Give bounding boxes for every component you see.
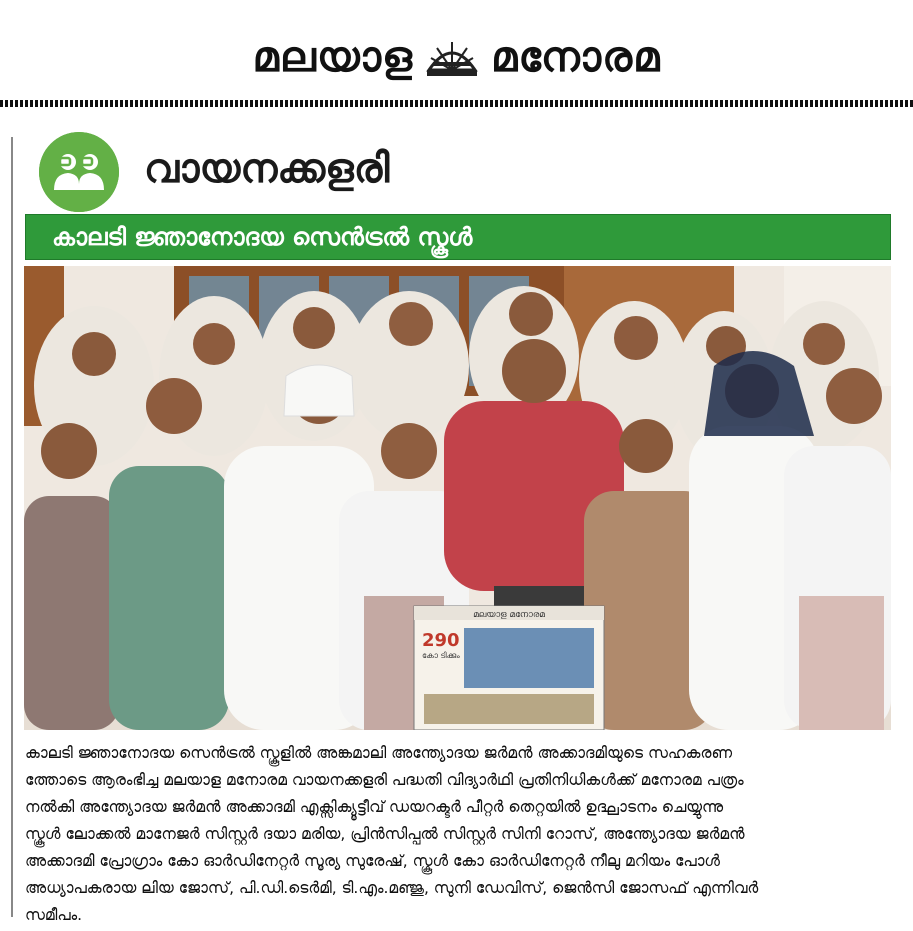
manorama-emblem-icon xyxy=(423,34,481,80)
section-title: വായനക്കളരി xyxy=(144,146,390,192)
group-photo xyxy=(24,266,891,730)
masthead-left-word: മലയാള xyxy=(252,32,413,81)
masthead-right-word: മനോരമ xyxy=(490,32,661,81)
column-rule xyxy=(11,137,13,917)
caption-text: കാലടി ജ്ഞാനോദയ സെൻട്രൽ സ്കൂളിൽ അങ്കമാലി അന്ത്യോദയ ജർമൻ അക്കാദമിയുടെ സഹകരണ ത്തോടെ ആരംഭിച്ച മലയാള മനോരമ വായനക്കളരി പദ്ധതി വിദ്യാർഥി പ്രതിനിധികൾക്ക് മനോരമ പത്രം നൽകി അന്ത്യോദയ ജർമൻ അക്കാദമി എക്സിക്യൂട്ടീവ് ഡയറക്ടർ പീറ്റർ തെറ്റയിൽ ഉദ്ഘാടനം ചെയ്യുന്നു സ്കൂൾ ലോക്കൽ മാനേജർ സിസ്റ്റർ ദയാ മരിയ, പ്രിൻസിപ്പൽ സിസ്റ്റർ സിനി റോസ്, അന്ത്യോദയ ജർമൻ അക്കാദമി പ്രോഗ്രാം കോ ഓർഡിനേറ്റർ സൂര്യ സുരേഷ്, സ്കൂൾ കോ ഓർഡിനേറ്റർ നീലു മറിയം പോൾ അധ്യാപകരായ ലിയ ജോസ്, പി.ഡി.ടെർമി, ടി.എം.മഞ്ജു, സുനി ഡേവിസ്, ജെൻസി ജോസഫ് എന്നിവർ സമീപം. xyxy=(25,744,759,924)
school-name: കാലടി ജ്ഞാനോദയ സെൻട്രൽ സ്കൂൾ xyxy=(52,223,473,251)
masthead-divider xyxy=(0,100,913,107)
section-badge xyxy=(39,132,119,212)
newspaper-number: 290 xyxy=(422,630,460,651)
newspaper-held xyxy=(414,606,604,730)
masthead xyxy=(0,22,913,92)
newspaper-subtext: കോ ടിക്കും xyxy=(422,651,460,660)
newspaper-masthead: മലയാള മനോരമ xyxy=(473,610,545,620)
readers-icon xyxy=(39,132,119,212)
photo-caption xyxy=(25,740,891,929)
school-name-band xyxy=(25,214,891,260)
